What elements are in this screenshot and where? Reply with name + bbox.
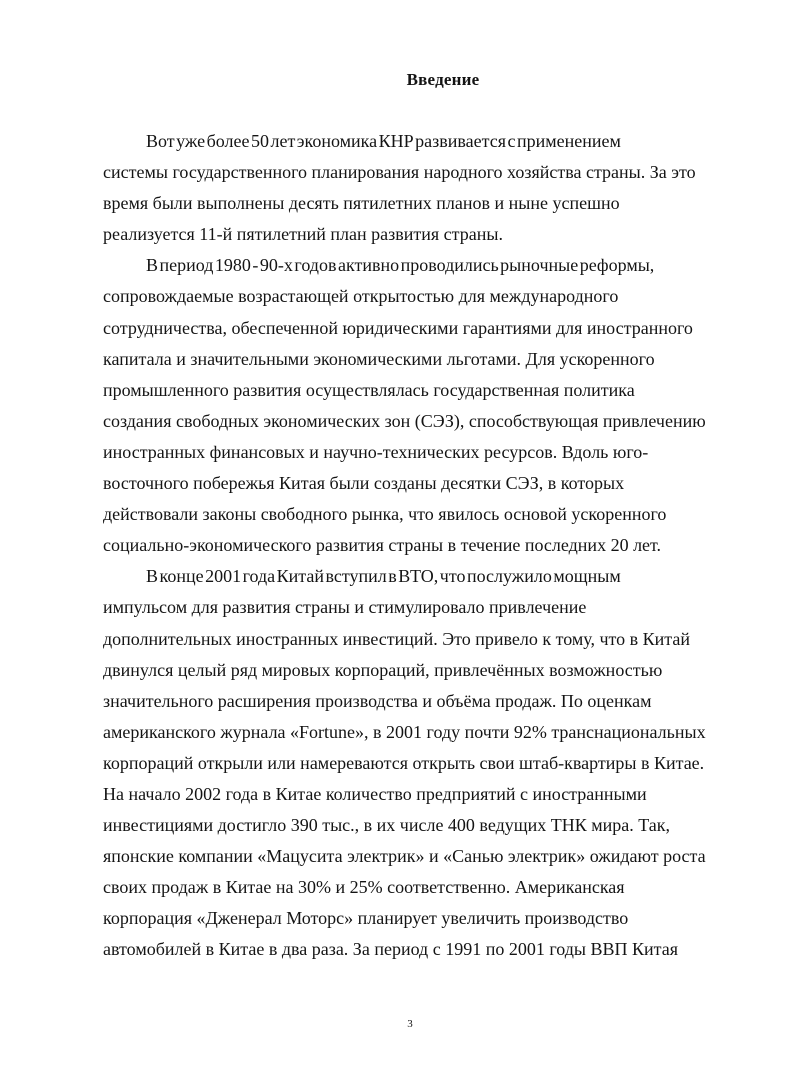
text-line: сотрудничества, обеспеченной юридическими гарантиями для иностранного	[103, 317, 693, 338]
text-line: время были выполнены десять пятилетних планов и ныне успешно	[103, 193, 620, 214]
text-line: американского журнала «Fortune», в 2001 году почти 92% транснациональных	[103, 721, 706, 742]
text-line: действовали законы свободного рынка, что явилось основой ускоренного	[103, 504, 667, 525]
paragraph-3	[103, 561, 733, 965]
text-line: системы государственного планирования народного хозяйства страны. За это	[103, 162, 696, 183]
text-line: В конце 2001 года Китай вступил в ВТО, что послужило мощным	[146, 566, 621, 587]
text-line: корпорация «Дженерал Моторс» планирует увеличить производство	[103, 908, 629, 929]
text-line: своих продаж в Китае на 30% и 25% соответственно. Американская	[103, 877, 625, 898]
text-line: двинулся целый ряд мировых корпораций, привлечённых возможностью	[103, 659, 663, 680]
text-line: социально-экономического развития страны в течение последних 20 лет.	[103, 535, 662, 556]
text-line: иностранных финансовых и научно-технических ресурсов. Вдоль юго-	[103, 441, 649, 462]
page-title: Введение	[406, 70, 480, 89]
text-line: сопровождаемые возрастающей открытостью для международного	[103, 286, 619, 307]
text-line: На начало 2002 года в Китае количество предприятий с иностранными	[103, 783, 647, 804]
text-line: японские компании «Мацусита электрик» и «Санью электрик» ожидают роста	[103, 846, 706, 867]
text-line: инвестициями достигло 390 тыс., в их числе 400 ведущих ТНК мира. Так,	[103, 815, 671, 836]
text-line: реализуется 11-й пятилетний план развития страны.	[103, 224, 503, 245]
text-line: Вот уже более 50 лет экономика КНР развивается с применением	[146, 131, 621, 151]
text-line: В период 1980 - 90-х годов активно проводились рыночные реформы,	[146, 255, 655, 276]
text-line: дополнительных иностранных инвестиций. Это привело к тому, что в Китай	[103, 628, 690, 649]
paragraph-1	[103, 126, 733, 250]
text-line: создания свободных экономических зон (СЭЗ), способствующая привлечению	[103, 410, 706, 431]
paragraph-2	[103, 250, 733, 561]
page-number: 3	[407, 1018, 413, 1030]
text-line: автомобилей в Китае в два раза. За период с 1991 по 2001 годы ВВП Китая	[103, 939, 679, 960]
body-text	[103, 126, 733, 966]
text-line: восточного побережья Китая были созданы десятки СЭЗ, в которых	[103, 473, 625, 494]
text-line: импульсом для развития страны и стимулировало привлечение	[103, 597, 587, 618]
text-line: значительного расширения производства и объёма продаж. По оценкам	[103, 690, 652, 711]
text-line: корпораций открыли или намереваются открыть свои штаб-квартиры в Китае.	[103, 752, 705, 773]
text-line: промышленного развития осуществлялась государственная политика	[103, 379, 635, 400]
text-line: капитала и значительными экономическими льготами. Для ускоренного	[103, 348, 655, 369]
